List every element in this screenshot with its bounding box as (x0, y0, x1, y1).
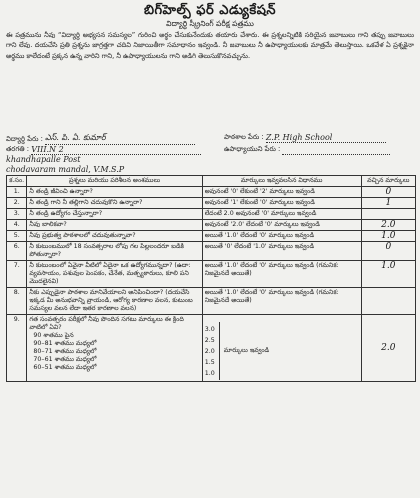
teacher-label: ఉపాధ్యాయుని పేరు : (224, 145, 281, 153)
range-item: 90 శాతము పైన (33, 332, 74, 339)
student-name-field (6, 133, 195, 145)
row-marking: అవునంటే '0' లేకుంటే '2' మార్కులు ఇవ్వండి (202, 187, 361, 198)
row-marking-text: మార్కులు ఇవ్వండి (223, 347, 270, 354)
header-score: వచ్చిన మార్కులు (361, 176, 415, 187)
row-marking: అయితే '1.0' లేదంటే '0' మార్కులు ఇవ్వండి (గమనిక: నిజమైనదే అయితే) (202, 288, 361, 315)
school-name-field (224, 133, 386, 143)
table-row (7, 261, 416, 288)
row-marking: అయితే '1.0' లేదంటే '0' మార్కులు ఇవ్వండి (202, 231, 361, 242)
table-row (7, 288, 416, 315)
teacher-field (224, 145, 390, 155)
row-score: 1.0 (361, 261, 415, 288)
table-row (7, 198, 416, 209)
row-number: 9. (7, 315, 27, 382)
row-score: 1.0 (361, 231, 415, 242)
points-item: 1.5 (204, 358, 215, 366)
teacher-value-line (282, 146, 390, 155)
class-label: తరగతి : (6, 145, 30, 153)
points-item: 1.0 (204, 369, 215, 377)
row-marking: లేదంటే 2.0 అవునంటే '0' మార్కులు ఇవ్వండి (202, 209, 361, 220)
row-question: నీ కుటుంబంలో ఏవైనా వీటిలో ఏదైనా ఒక ఉద్యోగమున్నదా? (ఉదా: వ్యవసాయం, పశువుల పెంపకం, చేనేత, మత్స్యకారులు, కూలి పని మొదలైనవి) (27, 261, 202, 288)
class-field (6, 145, 201, 155)
row-number: 2. (7, 198, 27, 209)
form-title: బిగ్‌హెల్ప్ ఫర్ ఎడ్యుకేషన్ (143, 3, 277, 18)
row-question: నీవు ప్రభుత్వ పాఠశాలలో చదువుతున్నావా? (27, 231, 202, 242)
row-question (27, 315, 202, 382)
table-row (7, 242, 416, 261)
row-number: 7. (7, 261, 27, 288)
row-question-text: గత సంవత్సరం పరీక్షలో నీవు పొందిన సగటు మార్కులు ఈ క్రింది వాటిలో ఏవి? (29, 316, 184, 331)
table-row (7, 209, 416, 220)
row-question: నీ తండ్రి జీవించి ఉన్నారా? (27, 187, 202, 198)
school-name-value: Z.P. High School (266, 133, 386, 143)
row-question: నీవు బాలికవా? (27, 220, 202, 231)
table-row (7, 231, 416, 242)
range-item: 90–81 శాతము మధ్యలో (33, 340, 97, 347)
row-number: 1. (7, 187, 27, 198)
row-number: 4. (7, 220, 27, 231)
row-question: నీకు ఎప్పుడైనా పాఠశాల మానివేయాలని అనిపించిందా? (దయచేసి ఇక్కడ మీ అనుభవాన్ని వ్రాయండి, ఆరోగ్య కారణాల వలన, కుటుంబ సమస్యల వలన లేదా ఇతర కారణాల వలన) (27, 288, 202, 315)
row-score (361, 209, 415, 220)
header-sno: క.సం. (7, 176, 27, 187)
student-name-value: ఎస్. పి. ఏ. కుమార్ (45, 133, 195, 145)
row-number: 3. (7, 209, 27, 220)
row-score (361, 288, 415, 315)
row-marking: అయితే '1.0' లేదంటే '0' మార్కులు ఇవ్వండి (గమనిక: నిజమైనదే అయితే) (202, 261, 361, 288)
row-score: 2.0 (361, 315, 415, 382)
table-row (7, 315, 416, 382)
header-question: ప్రశ్నలు మరియు పరిశీలన అంశములు (27, 176, 202, 187)
row-number: 6. (7, 242, 27, 261)
row-number: 5. (7, 231, 27, 242)
points-item: 2.5 (204, 336, 215, 344)
row-marking: అవునంటే '1' లేకుంటే '0' మార్కులు ఇవ్వండి (202, 198, 361, 209)
brace-bracket (219, 322, 220, 380)
screening-table (6, 175, 416, 382)
table-row (7, 187, 416, 198)
row-score: 1 (361, 198, 415, 209)
row-marking: అవునంటే '2.0' లేదంటే '0' మార్కులు ఇవ్వండి (202, 220, 361, 231)
header-marking: మార్కులు ఇవ్వవలసిన విధానము (202, 176, 361, 187)
table-header-row (7, 176, 416, 187)
table-row (7, 220, 416, 231)
range-item: 70–61 శాతము మధ్యలో (33, 356, 97, 363)
row-question: నీ కుటుంబములో 18 సంవత్సరాల లోపు గల పిల్లలందరూ బడికి పోతున్నారా? (27, 242, 202, 261)
row-score: 0 (361, 242, 415, 261)
form-subtitle: విద్యార్థి స్క్రీనింగ్ పరీక్ష పత్రము (166, 19, 254, 28)
row-number: 8. (7, 288, 27, 315)
intro-paragraph: ఈ పత్రమును నీవు “విద్యార్థి అభ్యసన సమస్యల” గురించి అర్థం చేసుకునేందుకు తయారు చేశారు. ఈ ప్రశ్నలన్నిటికి సరియైన జవాబులు గాని తప్పు జవాబులు గాని లేవు. దయచేసి ప్రతి ప్రశ్నను జాగ్రత్తగా చదివి నిజాయితీగా సమాధానం ఇవ్వండి. నీ జవాబులు నీ ఉపాధ్యాయులకు మాత్రమే తెలుస్తాయి. ఒకవేళ ఏ ప్రశ్నకైనా అర్థము కాలేదంటే ప్రక్కన ఉన్న వారిని గాని, నీ ఉపాధ్యాయులను గాని అడిగి తెలుసుకొనవచ్చును. (6, 31, 414, 60)
student-name-label: విద్యార్థి పేరు : (6, 135, 43, 143)
row-marking: అయితే '0' లేదంటే '1.0' మార్కులు ఇవ్వండి (202, 242, 361, 261)
row-question: నీ తండ్రి ఉద్యోగం చేస్తున్నారా? (27, 209, 202, 220)
points-item: 2.0 (204, 347, 215, 355)
class-value: VIII.N 2 (31, 145, 201, 155)
row-marking (202, 315, 361, 382)
range-item: 80–71 శాతము మధ్యలో (33, 348, 97, 355)
points-item: 3.0 (204, 325, 215, 333)
address-line-1: khandhapalle Post (6, 155, 81, 164)
school-name-label: పాఠశాల పేరు : (224, 133, 264, 141)
row-question: నీ తండ్రి గాని నీ తల్లిగాని చదువుకొని ఉన్నారా? (27, 198, 202, 209)
range-item: 60–51 శాతము మధ్యలో (33, 364, 97, 371)
address-line-2: chodavaram mandal, V.M.S.P (6, 165, 125, 174)
row-score: 2.0 (361, 220, 415, 231)
row-score: 0 (361, 187, 415, 198)
